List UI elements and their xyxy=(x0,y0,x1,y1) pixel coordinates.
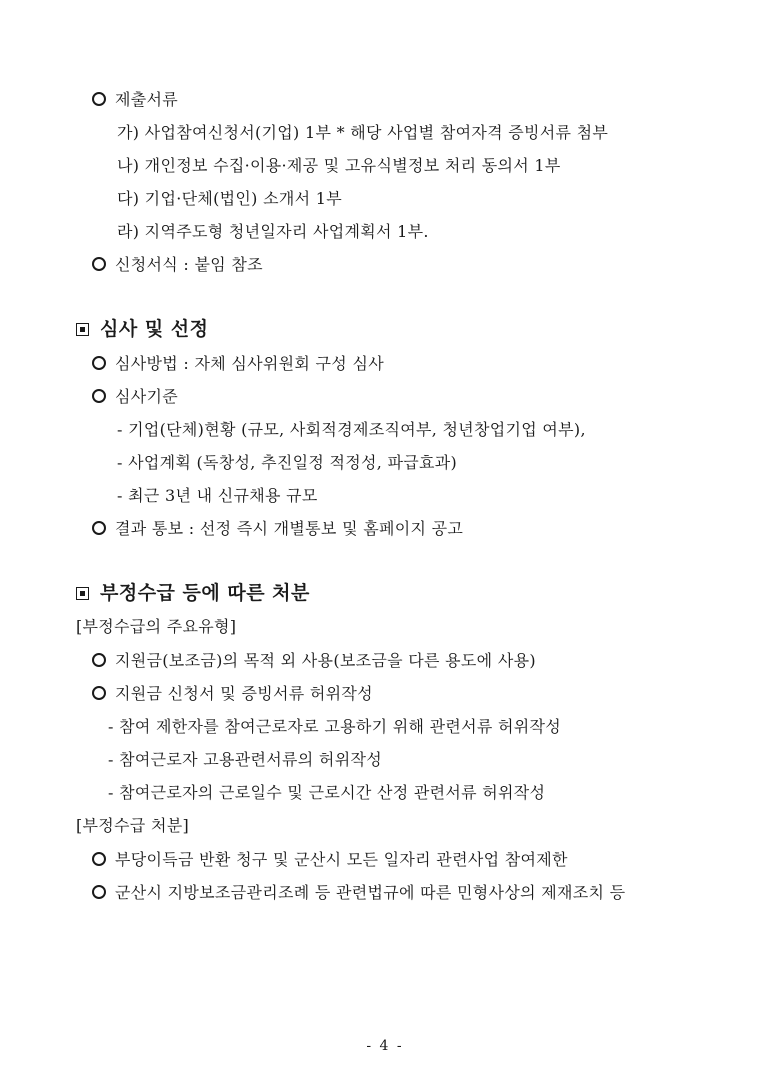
circle-bullet-icon xyxy=(92,92,106,106)
circle-bullet-icon xyxy=(92,356,106,370)
form-note: 신청서식 : 붙임 참조 xyxy=(115,255,263,274)
circle-bullet-icon xyxy=(92,686,106,700)
submission-item: 다) 기업·단체(법인) 소개서 1부 xyxy=(117,189,342,208)
square-bullet-icon xyxy=(76,587,89,600)
review-method-row xyxy=(92,353,384,375)
submission-title: 제출서류 xyxy=(115,90,179,109)
fraud-types-label: [부정수급의 주요유형] xyxy=(76,617,237,636)
fraud-action: 부당이득금 반환 청구 및 군산시 모든 일자리 관련사업 참여제한 xyxy=(115,850,568,869)
fraud-type2-row xyxy=(92,683,373,705)
review-heading-row xyxy=(76,316,209,342)
fraud-type2-item: - 참여 제한자를 참여근로자로 고용하기 위해 관련서류 허위작성 xyxy=(108,717,562,736)
circle-bullet-icon xyxy=(92,653,106,667)
fraud-heading-row xyxy=(76,580,310,606)
fraud-action-row xyxy=(92,849,568,871)
review-method: 심사방법 : 자체 심사위원회 구성 심사 xyxy=(115,354,384,373)
criteria-item: - 기업(단체)현황 (규모, 사회적경제조직여부, 청년창업기업 여부), xyxy=(117,420,586,439)
circle-bullet-icon xyxy=(92,257,106,271)
form-note-row xyxy=(92,254,263,276)
fraud-type1: 지원금(보조금)의 목적 외 사용(보조금을 다른 용도에 사용) xyxy=(115,651,536,670)
criteria-item: - 최근 3년 내 신규채용 규모 xyxy=(117,486,318,505)
review-result: 결과 통보 : 선정 즉시 개별통보 및 홈페이지 공고 xyxy=(115,519,464,538)
criteria-title: 심사기준 xyxy=(115,387,179,406)
fraud-action: 군산시 지방보조금관리조례 등 관련법규에 따른 민형사상의 제재조치 등 xyxy=(115,883,626,902)
fraud-type2-item: - 참여근로자 고용관련서류의 허위작성 xyxy=(108,750,382,769)
submission-item: 나) 개인정보 수집·이용·제공 및 고유식별정보 처리 동의서 1부 xyxy=(117,156,561,175)
criteria-item: - 사업계획 (독창성, 추진일정 적정성, 파급효과) xyxy=(117,453,458,472)
circle-bullet-icon xyxy=(92,885,106,899)
circle-bullet-icon xyxy=(92,852,106,866)
fraud-type2-item: - 참여근로자의 근로일수 및 근로시간 산정 관련서류 허위작성 xyxy=(108,783,546,802)
page-number: - 4 - xyxy=(366,1038,404,1054)
fraud-type1-row xyxy=(92,650,536,672)
fraud-action-row xyxy=(92,882,625,904)
square-bullet-icon xyxy=(76,323,89,336)
submission-item: 라) 지역주도형 청년일자리 사업계획서 1부. xyxy=(117,222,429,241)
circle-bullet-icon xyxy=(92,521,106,535)
review-heading: 심사 및 선정 xyxy=(100,318,209,340)
fraud-heading: 부정수급 등에 따른 처분 xyxy=(100,582,310,604)
circle-bullet-icon xyxy=(92,389,106,403)
fraud-type2: 지원금 신청서 및 증빙서류 허위작성 xyxy=(115,684,373,703)
submission-title-row xyxy=(92,89,178,111)
submission-item: 가) 사업참여신청서(기업) 1부 * 해당 사업별 참여자격 증빙서류 첨부 xyxy=(117,123,609,142)
review-result-row xyxy=(92,518,463,540)
fraud-action-label: [부정수급 처분] xyxy=(76,816,190,835)
criteria-title-row xyxy=(92,386,178,408)
